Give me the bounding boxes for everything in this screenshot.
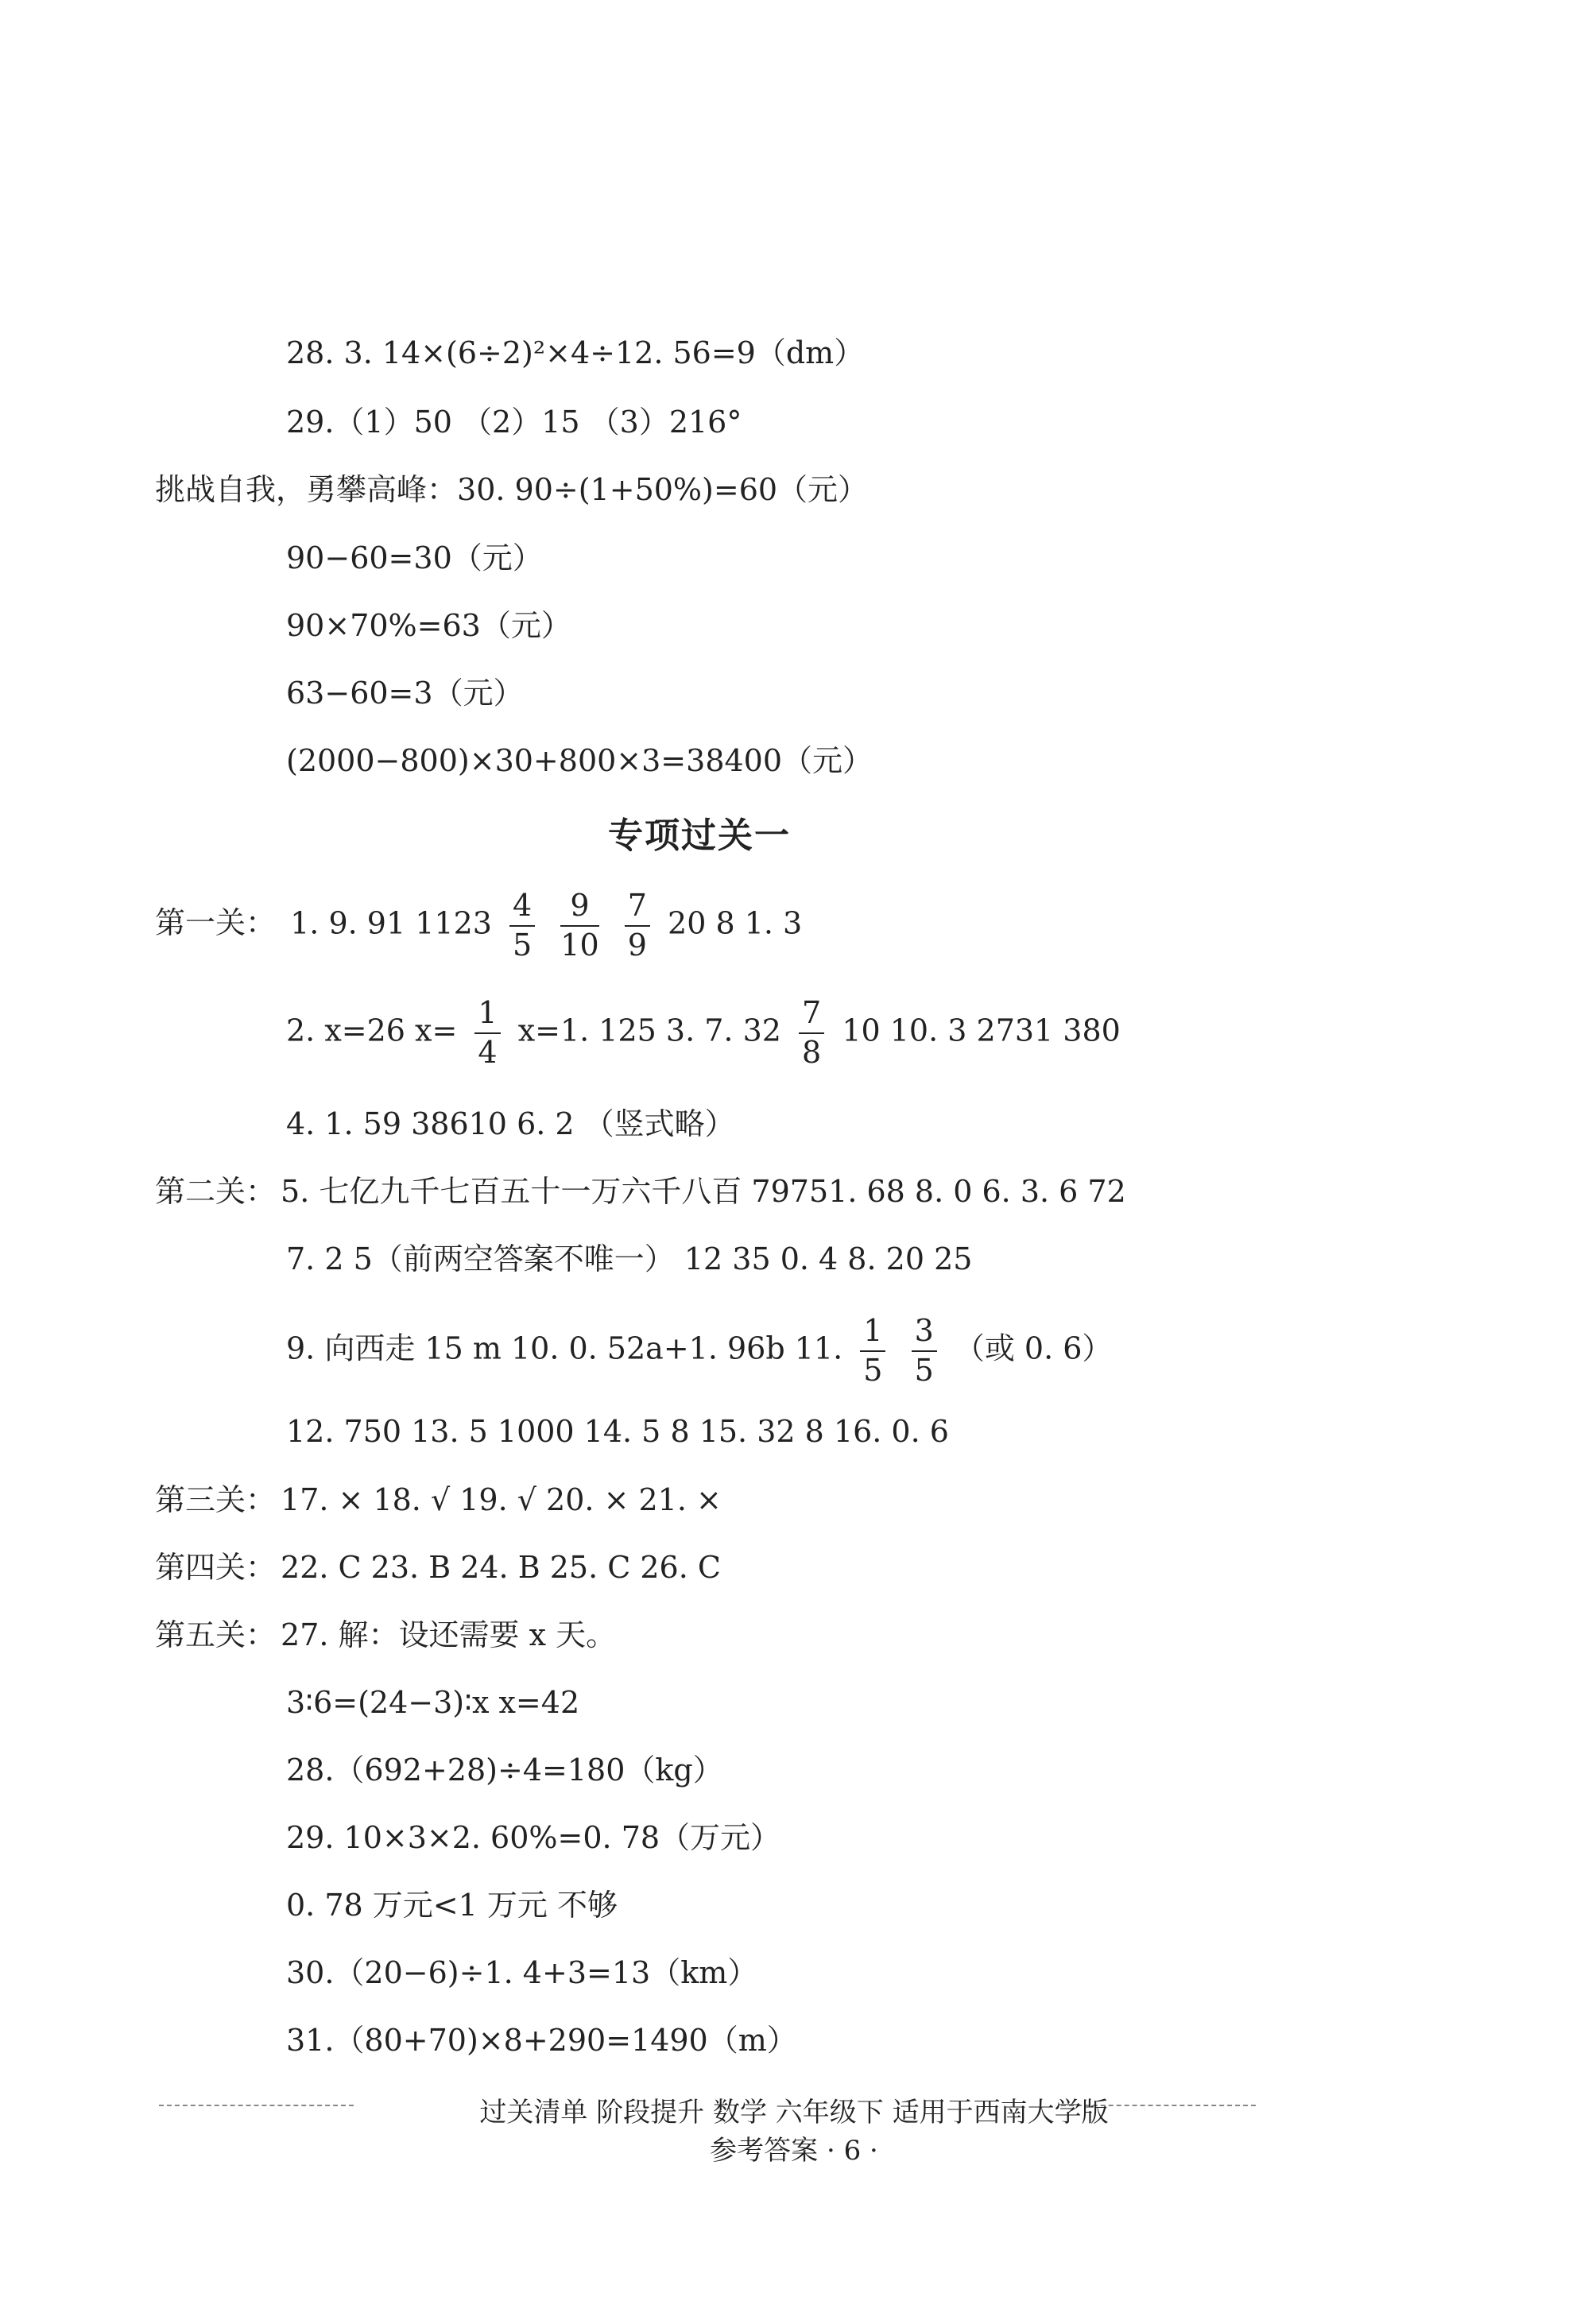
fraction: $\frac{1}{4}$ (474, 997, 500, 1069)
level2-row1-text: 5. 七亿九千七百五十一万六千八百 79751. 68 8. 0 6. 3. 6 72 (281, 1174, 1126, 1209)
level2-row4: 12. 750 13. 5 1000 14. 5 8 15. 32 8 16. 0. 6 (286, 1414, 949, 1449)
answer-line-30-step3: 90×70%=63（元） (286, 608, 571, 643)
level5-row6: 30.（20−6)÷1. 4+3=13（km） (286, 1955, 758, 1990)
level5-row5: 0. 78 万元<1 万元 不够 (286, 1888, 618, 1923)
level1-label: 第一关： (155, 905, 277, 941)
level4-label: 第四关： (155, 1550, 277, 1585)
level3-row1 (155, 1482, 722, 1517)
level1-row1 (155, 890, 802, 962)
level4-row1-text: 22. C 23. B 24. B 25. C 26. C (281, 1550, 721, 1585)
level5-row3: 28.（692+28)÷4=180（kg） (286, 1753, 723, 1788)
fraction: $\frac{4}{5}$ (509, 890, 535, 962)
section-title: 专项过关一 (608, 815, 791, 856)
level1-row2-pre: 2. x=26 x= (286, 1013, 458, 1048)
footer-title: 过关清单 阶段提升 数学 六年级下 适用于西南大学版 (479, 2097, 1109, 2128)
level3-label: 第三关： (155, 1482, 277, 1517)
level5-row2: 3∶6=(24−3)∶x x=42 (286, 1685, 580, 1720)
level1-row3: 4. 1. 59 38610 6. 2 （竖式略） (286, 1106, 735, 1141)
answer-line-28: 28. 3. 14×(6÷2)²×4÷12. 56=9（dm） (286, 335, 865, 370)
fraction: $\frac{7}{9}$ (625, 890, 650, 962)
level1-row2 (286, 997, 1121, 1069)
fraction: $\frac{9}{10}$ (560, 888, 599, 963)
fraction: $\frac{1}{5}$ (860, 1315, 885, 1387)
level5-row7: 31.（80+70)×8+290=1490（m） (286, 2023, 797, 2058)
level2-row3 (286, 1315, 1112, 1387)
answer-30-text: 30. 90÷(1+50%)=60（元） (457, 472, 869, 507)
answer-line-29: 29.（1）50 （2）15 （3）216° (286, 405, 742, 440)
fraction: $\frac{3}{5}$ (912, 1315, 937, 1387)
level4-row1 (155, 1550, 721, 1585)
level2-label: 第二关： (155, 1174, 277, 1209)
level1-row1-pre: 1. 9. 91 1123 (290, 905, 492, 941)
challenge-label: 挑战自我，勇攀高峰： (155, 472, 458, 507)
level3-row1-text: 17. × 18. √ 19. √ 20. × 21. × (281, 1482, 722, 1517)
level5-row1 (155, 1617, 617, 1652)
level5-row1-text: 27. 解：设还需要 x 天。 (281, 1617, 617, 1652)
answer-line-30-step4: 63−60=3（元） (286, 676, 524, 711)
level1-row2-post: 10 10. 3 2731 380 (842, 1013, 1121, 1048)
level2-row3-pre: 9. 向西走 15 m 10. 0. 52a+1. 96b 11. (286, 1330, 843, 1366)
answer-line-30-step2: 90−60=30（元） (286, 540, 543, 575)
level1-row1-post: 20 8 1. 3 (668, 905, 803, 941)
answer-line-30-step5: (2000−800)×30+800×3=38400（元） (286, 743, 873, 778)
fraction: $\frac{7}{8}$ (799, 997, 824, 1069)
level2-row2: 7. 2 5（前两空答案不唯一） 12 35 0. 4 8. 20 25 (286, 1241, 973, 1276)
answer-line-30 (155, 474, 868, 505)
level1-row2-mid: x=1. 125 3. 7. 32 (517, 1013, 781, 1048)
level2-row3-post: （或 0. 6） (954, 1330, 1113, 1366)
level5-row4: 29. 10×3×2. 60%=0. 78（万元） (286, 1820, 781, 1855)
level2-row1 (155, 1176, 1126, 1207)
footer-page-number: 参考答案 · 6 · (710, 2135, 878, 2167)
level5-label: 第五关： (155, 1617, 277, 1652)
